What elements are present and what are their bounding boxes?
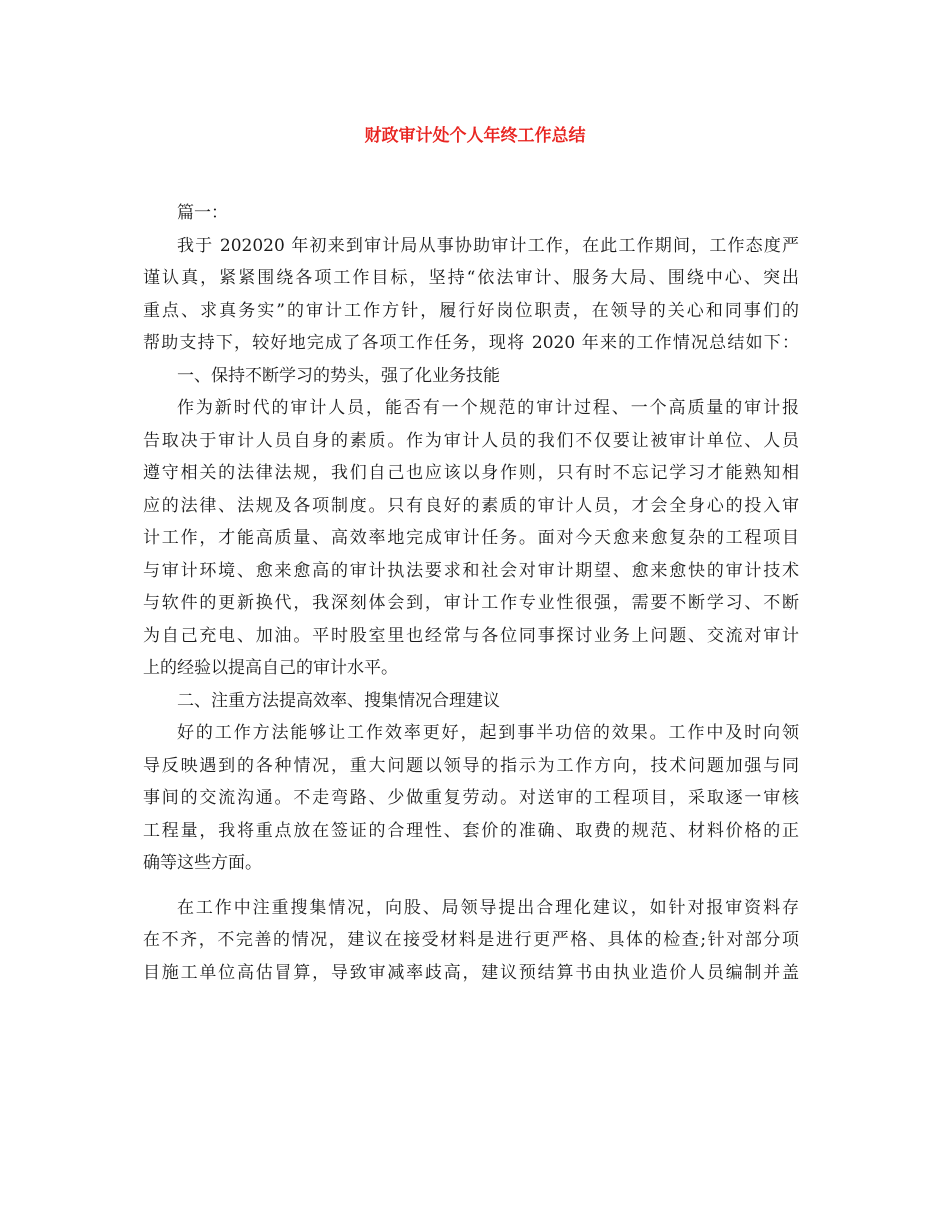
section-label: 篇一： (177, 203, 228, 223)
section-heading: 二、注重方法提高效率、搜集情况合理建议 (177, 690, 500, 711)
text-line: 帮助支持下，较好地完成了各项工作任务，现将 2020 年来的工作情况总结如下： (143, 333, 799, 353)
text-line: 事间的交流沟通。不走弯路、少做重复劳动。对送审的工程项目，采取逐一审核 (143, 788, 799, 808)
text-line: 谨认真，紧紧围绕各项工作目标，坚持“依法审计、服务大局、围绕中心、突出 (143, 268, 799, 288)
text-line: 作为新时代的审计人员，能否有一个规范的审计过程、一个高质量的审计报 (177, 398, 799, 418)
text-line: 导反映遇到的各种情况，重大问题以领导的指示为工作方向，技术问题加强与同 (143, 755, 799, 776)
text-line: 确等这些方面。 (143, 853, 262, 873)
text-line: 计工作，才能高质量、高效率地完成审计任务。面对今天愈来愈复杂的工程项目 (143, 528, 799, 548)
text-line: 目施工单位高估冒算，导致审减率歧高，建议预结算书由执业造价人员编制并盖 (143, 962, 799, 983)
document-title: 财政审计处个人年终工作总结 (364, 126, 586, 146)
text-line: 重点、求真务实”的审计工作方针，履行好岗位职责，在领导的关心和同事们的 (143, 300, 799, 321)
text-line: 我于 202020 年初来到审计局从事协助审计工作，在此工作期间，工作态度严 (177, 235, 799, 256)
text-line: 遵守相关的法律法规，我们自己也应该以身作则，只有时不忘记学习才能熟知相 (143, 463, 799, 483)
text-line: 应的法律、法规及各项制度。只有良好的素质的审计人员，才会全身心的投入审 (143, 495, 799, 516)
paragraph-gap (143, 880, 799, 892)
section-heading: 一、保持不断学习的势头，强了化业务技能 (177, 365, 500, 386)
text-line: 为自己充电、加油。平时股室里也经常与各位同事探讨业务上问题、交流对审计 (143, 625, 799, 646)
text-line: 与软件的更新换代，我深刻体会到，审计工作专业性很强，需要不断学习、不断 (143, 593, 799, 613)
text-line: 好的工作方法能够让工作效率更好，起到事半功倍的效果。工作中及时向领 (177, 723, 799, 743)
document-body (143, 197, 799, 989)
text-line: 在不齐，不完善的情况，建议在接受材料是进行更严格、具体的检查;针对部分项 (143, 930, 799, 950)
text-line: 上的经验以提高自己的审计水平。 (143, 658, 398, 678)
text-line: 告取决于审计人员自身的素质。作为审计人员的我们不仅要让被审计单位、人员 (143, 430, 799, 451)
text-line: 在工作中注重搜集情况，向股、局领导提出合理化建议，如针对报审资料存 (177, 897, 799, 918)
text-line: 与审计环境、愈来愈高的审计执法要求和社会对审计期望、愈来愈快的审计技术 (143, 560, 799, 581)
text-line: 工程量，我将重点放在签证的合理性、套价的准确、取费的规范、材料价格的正 (143, 820, 799, 841)
